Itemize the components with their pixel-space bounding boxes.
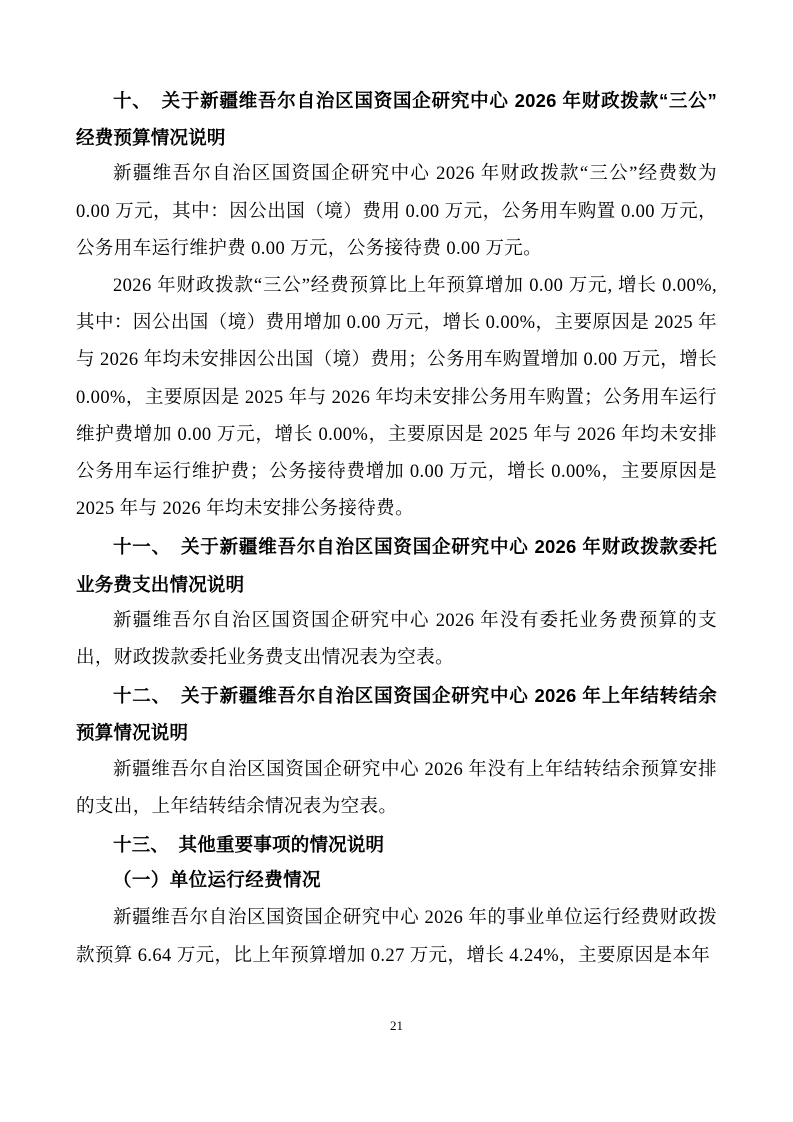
body-paragraph: 新疆维吾尔自治区国资国企研究中心 2026 年没有上年结转结余预算安排的支出，上年结转结余情况表为空表。: [76, 759, 717, 817]
section-san-gong: [76, 82, 717, 528]
section-jiezhuan-jieyu: [76, 677, 717, 826]
sub-heading: （一）单位运行经费情况: [113, 871, 321, 892]
document-body: [76, 82, 717, 975]
body-paragraph: 新疆维吾尔自治区国资国企研究中心 2026 年的事业单位运行经费财政拨款预算 6.64 万元，比上年预算增加 0.27 万元，增长 4.24%，主要原因是本年: [76, 908, 717, 966]
section-heading: 十、 关于新疆维吾尔自治区国资国企研究中心 2026 年财政拨款“三公”经费预算情况说明: [76, 90, 717, 149]
section-heading: 十三、 其他重要事项的情况说明: [113, 834, 385, 856]
body-paragraph: 新疆维吾尔自治区国资国企研究中心 2026 年财政拨款“三公”经费数为 0.00 万元，其中：因公出国（境）费用 0.00 万元，公务用车购置 0.00 万元，公务用车运行维护费 0.00 万元，公务接待费 0.00 万元。: [76, 164, 717, 259]
page-number: 21: [390, 1018, 403, 1033]
body-paragraph: 新疆维吾尔自治区国资国企研究中心 2026 年没有委托业务费预算的支出，财政拨款委托业务费支出情况表为空表。: [76, 610, 717, 669]
section-qita-shixiang: [76, 826, 717, 975]
section-heading: 十二、 关于新疆维吾尔自治区国资国企研究中心 2026 年上年结转结余预算情况说明: [76, 685, 717, 744]
body-paragraph: 2026 年财政拨款“三公”经费预算比上年预算增加 0.00 万元, 增长 0.00%, 其中：因公出国（境）费用增加 0.00 万元，增长 0.00%，主要原因是 2025 年与 2026 年均未安排因公出国（境）费用；公务用车购置增加 0.00 万元，增长 0.00%，主要原因是 2025 年与 2026 年均未安排公务用车购置；公务用车运行维护费增加 0.00 万元，增长 0.00%，主要原因是 2025 年与 2026 年均未安排公务用车运行维护费；公务接待费增加 0.00 万元，增长 0.00%，主要原因是 2025 年与 2026 年均未安排公务接待费。: [76, 276, 717, 520]
section-weituo-yewufei: [76, 528, 717, 677]
section-heading: 十一、 关于新疆维吾尔自治区国资国企研究中心 2026 年财政拨款委托业务费支出情况说明: [76, 536, 717, 595]
